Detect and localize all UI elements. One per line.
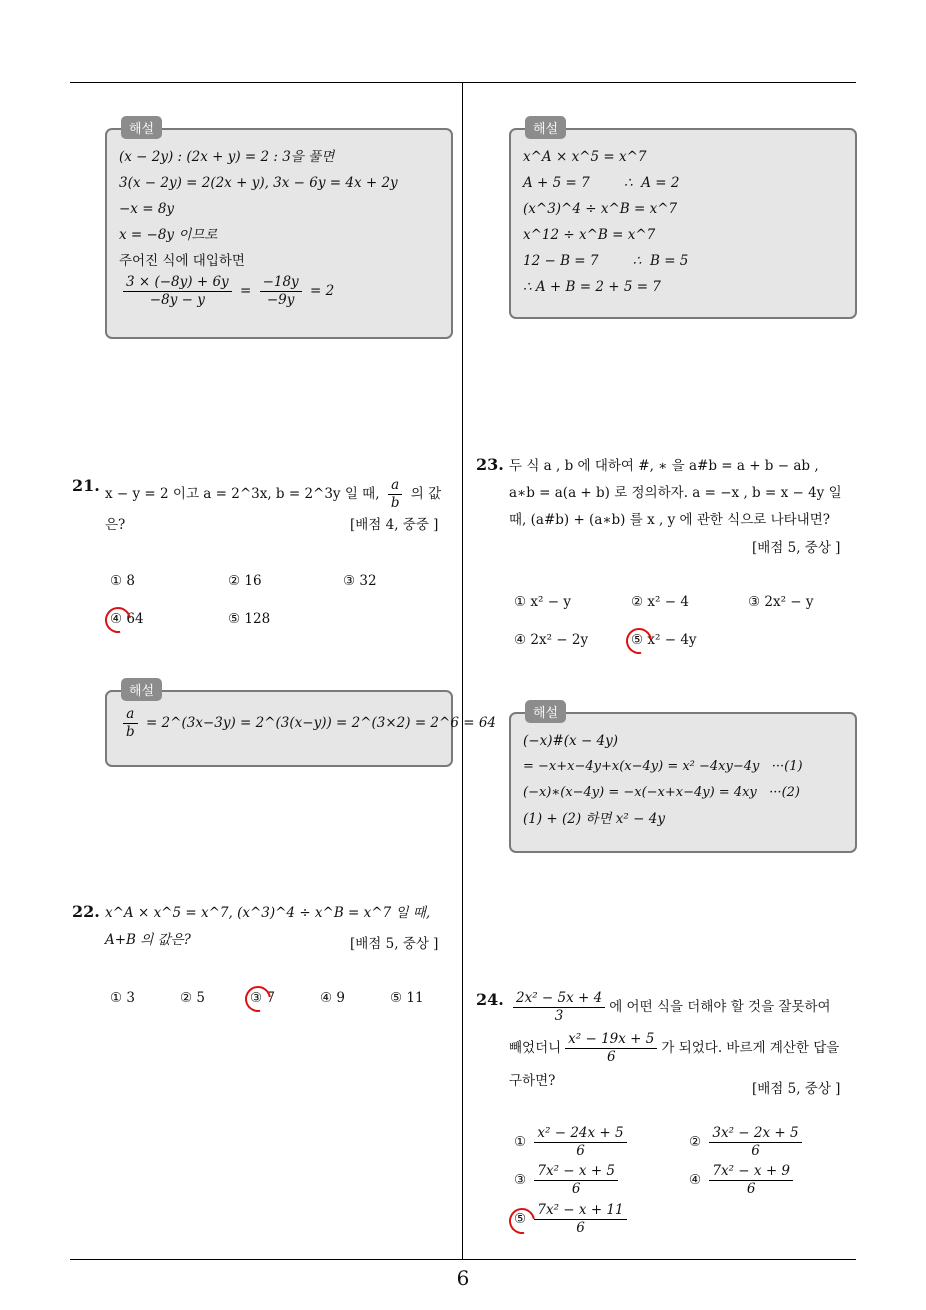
fraction: $\frac{\text{7x² − x + 5}}{6}$ (534, 1163, 618, 1198)
option-5[interactable]: ⑤ 128 (228, 611, 271, 627)
solution-line: ∴ A + B = 2 + 5 = 7 (523, 279, 661, 295)
page-number: 6 (456, 1266, 470, 1290)
result: = 2 (309, 283, 335, 299)
question-number: 21. (72, 476, 100, 495)
solution-line: (1) + (2) 하면 x² − 4y (523, 811, 665, 827)
solution-line: A + 5 = 7 ∴ A = 2 (523, 175, 680, 191)
option-3[interactable]: ③ 2x² − y (748, 594, 814, 610)
score-info: [배점 4, 중중 ] (350, 517, 439, 533)
option-4[interactable]: ④ 9 (320, 990, 345, 1006)
bottom-rule (70, 1259, 856, 1260)
solution-line: 3(x − 2y) = 2(2x + y), 3x − 6y = 4x + 2y (119, 175, 398, 191)
option-2[interactable]: ② 5 (180, 990, 205, 1006)
option-3[interactable]: ③ $\frac{\text{7x² − x + 5}}{6}$ (514, 1163, 622, 1198)
fraction: $\frac{a}{b}$ (388, 477, 403, 512)
column-divider (462, 83, 463, 1260)
score-info: [배점 5, 중상 ] (752, 540, 841, 556)
question-number: 23. (476, 455, 504, 474)
score-info: [배점 5, 중상 ] (752, 1081, 841, 1097)
option-5[interactable]: ⑤ $\frac{\text{7x² − x + 11}}{6}$ (514, 1202, 631, 1237)
solution-line: (x^3)^4 ÷ x^B = x^7 (523, 201, 678, 217)
question-number: 22. (72, 902, 100, 921)
option-4[interactable]: ④ 2x² − 2y (514, 632, 589, 648)
answer-mark-icon (100, 602, 136, 638)
solution-box-23 (509, 706, 857, 853)
solution-box-21 (105, 684, 496, 767)
option-1[interactable]: ① 3 (110, 990, 135, 1006)
option-2[interactable]: ② x² − 4 (631, 594, 689, 610)
answer-mark-icon (621, 623, 657, 659)
question-text: x^A × x^5 = x^7, (x^3)^4 ÷ x^B = x^7 일 때, A+B 의 값은? (105, 905, 431, 948)
solution-fraction-line: $\frac{3 \times (-8y) + 6y}{-8y - y}$ = $\frac{-18y}{-9y}$ = 2 (119, 274, 439, 309)
fraction: $\frac{a}{b}$ (123, 706, 138, 741)
option-1[interactable]: ① $\frac{\text{x² − 24x + 5}}{6}$ (514, 1125, 631, 1160)
option-5[interactable]: ⑤ x² − 4y (631, 632, 697, 648)
solution-box-19 (509, 122, 857, 319)
fraction: $\frac{\text{7x² − x + 9}}{6}$ (709, 1163, 793, 1198)
fraction: $\frac{\text{x² − 19x + 5}}{6}$ (565, 1031, 657, 1066)
solution-line: $\frac{a}{b}$ = 2^(3x−3y) = 2^(3(x−y)) = 2^(3×2) = 2^6 = 64 (119, 706, 439, 741)
solution-line: x = −8y 이므로 (119, 227, 218, 243)
option-2[interactable]: ② 16 (228, 573, 262, 589)
solution-tag: 해설 (525, 116, 566, 139)
question-text: x − y = 2 이고 a = 2^3x, b = 2^3y 일 때, $\frac{a}{b}$ 의 값은? (105, 477, 442, 533)
fraction: $\frac{\text{x² − 24x + 5}}{6}$ (534, 1125, 626, 1160)
option-2[interactable]: ② $\frac{\text{3x² − 2x + 5}}{6}$ (689, 1125, 806, 1160)
option-4[interactable]: ④ 64 (110, 611, 144, 627)
score-info: [배점 5, 중상 ] (350, 936, 439, 952)
solution-line: = −x+x−4y+x(x−4y) = x² −4xy−4y ···(1) (523, 759, 803, 774)
solution-box-20 (105, 122, 453, 339)
fraction: $\frac{\text{2x² − 5x + 4}}{3}$ (513, 990, 605, 1025)
fraction: $\frac{3 \times (-8y) + 6y}{-8y - y}$ (123, 274, 232, 309)
solution-line: 주어진 식에 대입하면 (119, 253, 245, 269)
option-1[interactable]: ① x² − y (514, 594, 571, 610)
solution-line: 12 − B = 7 ∴ B = 5 (523, 253, 689, 269)
solution-tag: 해설 (525, 700, 566, 723)
option-3[interactable]: ③ 32 (343, 573, 377, 589)
option-5[interactable]: ⑤ 11 (390, 990, 424, 1006)
answer-mark-icon (240, 981, 276, 1017)
question-text: 두 식 a , b 에 대하여 #, ∗ 을 a#b = a + b − ab , a∗b = a(a + b) 로 정의하자. a = −x , b = x − 4y 일 때, (a#b) + (a∗b) 를 x , y 에 관한 식으로 나타내면? (509, 458, 842, 528)
option-4[interactable]: ④ $\frac{\text{7x² − x + 9}}{6}$ (689, 1163, 797, 1198)
option-3[interactable]: ③ 7 (250, 990, 275, 1006)
solution-line: x^12 ÷ x^B = x^7 (523, 227, 656, 243)
solution-line: (−x)#(x − 4y) (523, 733, 619, 749)
solution-line: (x − 2y) : (2x + y) = 2 : 3을 풀면 (119, 149, 335, 165)
solution-tag: 해설 (121, 116, 162, 139)
question-text: $\frac{\text{2x² − 5x + 4}}{3}$ 에 어떤 식을 더해야 할 것을 잘못하여 빼었더니 $\frac{\text{x² − 19x + 5}}{6}$ 가 되었다. 바르게 계산한 답을 구하면? (509, 990, 840, 1089)
fraction: $\frac{-18y}{-9y}$ (260, 274, 302, 309)
solution-line: −x = 8y (119, 201, 175, 217)
question-number: 24. (476, 990, 504, 1009)
top-rule (70, 82, 856, 83)
fraction: $\frac{\text{3x² − 2x + 5}}{6}$ (709, 1125, 801, 1160)
fraction: $\frac{\text{7x² − x + 11}}{6}$ (534, 1202, 626, 1237)
option-1[interactable]: ① 8 (110, 573, 135, 589)
solution-tag: 해설 (121, 678, 162, 701)
solution-line: (−x)∗(x−4y) = −x(−x+x−4y) = 4xy ···(2) (523, 785, 800, 800)
solution-line: x^A × x^5 = x^7 (523, 149, 647, 165)
